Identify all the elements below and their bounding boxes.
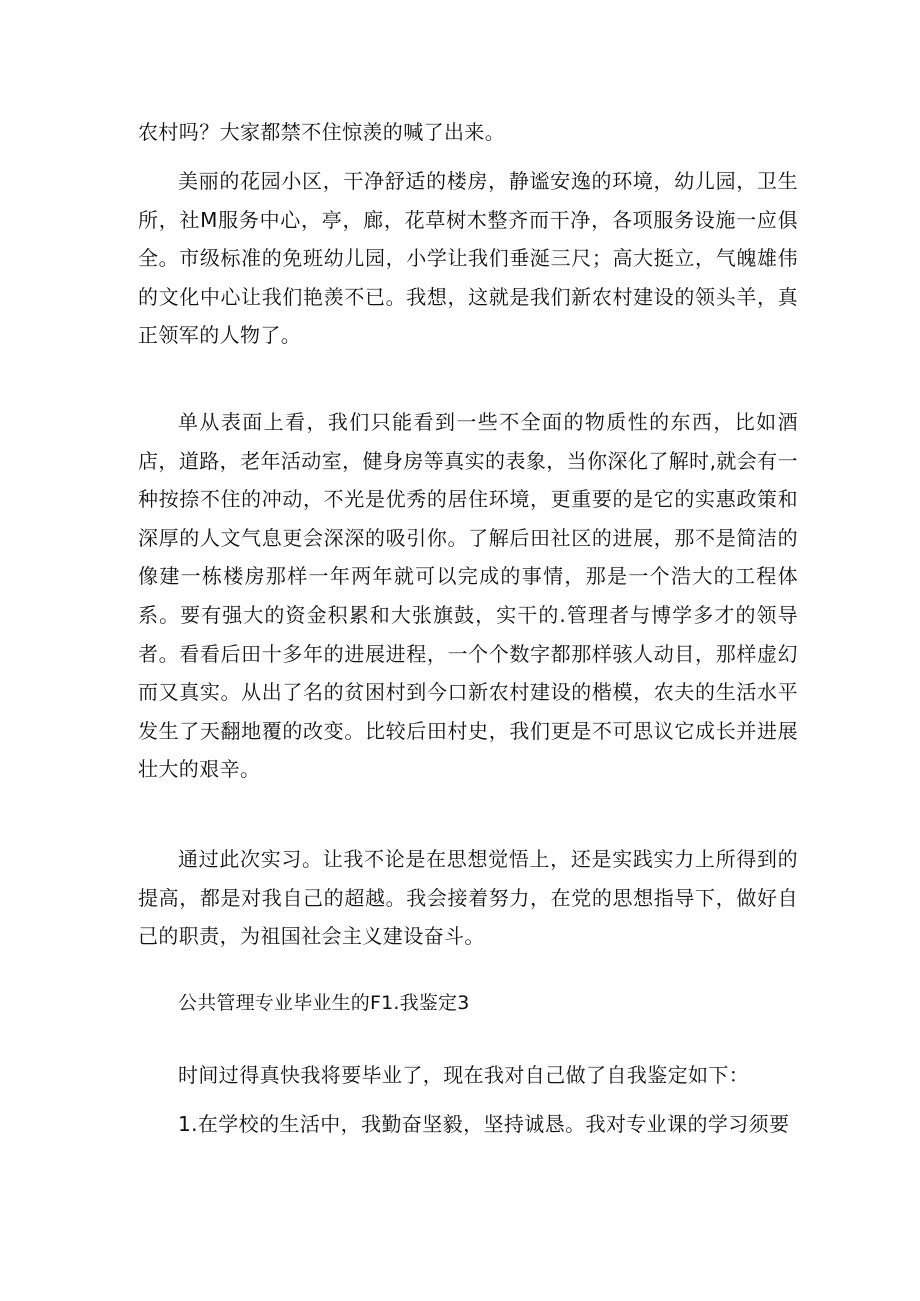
paragraph-continuation: 农村吗？大家都禁不住惊羡的喊了出来。 xyxy=(138,120,506,144)
paragraph-self-assessment-intro: 时间过得真快我将要毕业了，现在我对自己做了自我鉴定如下： xyxy=(178,1063,750,1087)
section-heading: 公共管理专业毕业生的F1.我鉴定3 xyxy=(178,992,470,1014)
paragraph-internship-summary: 通过此次实习。让我不论是在思想觉悟上，还是实践实力上所得到的提高，都是对我自己的超越。我会接着努力，在党的思想指导下，做好自己的职责，为祖国社会主义建设奋斗。 xyxy=(138,847,798,949)
paragraph-surface-view: 单从表面上看，我们只能看到一些不全面的物质性的东西，比如酒店，道路，老年活动室，健身房等真实的表象，当你深化了解时,就会有一种按捺不住的冲动，不光是优秀的居住环境，更重要的是它的实惠政策和深厚的人文气息更会深深的吸引你。了解后田社区的进展，那不是简洁的像建一栋楼房那样一年两年就可以完成的事情，那是一个浩大的工程体系。要有强大的资金积累和大张旗鼓，实干的.管理者与博学多才的领导者。看看后田十多年的进展进程，一个个数字都那样骇人动目，那样虚幻而又真实。从出了名的贫困村到今口新农村建设的楷模，农夫的生活水平发生了天翻地覆的改变。比较后田村史，我们更是不可思议它成长并进展壮大的艰辛。 xyxy=(138,410,798,782)
paragraph-garden-community: 美丽的花园小区，干净舒适的楼房，静谧安逸的环境，幼儿园，卫生所，社M服务中心，亭，廊，花草树木整齐而干净，各项服务设施一应俱全。市级标准的免班幼儿园，小学让我们垂涎三尺；高大挺立，气魄雄伟的文化中心让我们艳羡不已。我想，这就是我们新农村建设的领头羊，真正领军的人物了。 xyxy=(138,169,798,348)
paragraph-self-assessment-item-1: 1.在学校的生活中，我勤奋坚毅，坚持诚恳。我对专业课的学习须要 xyxy=(178,1112,790,1136)
